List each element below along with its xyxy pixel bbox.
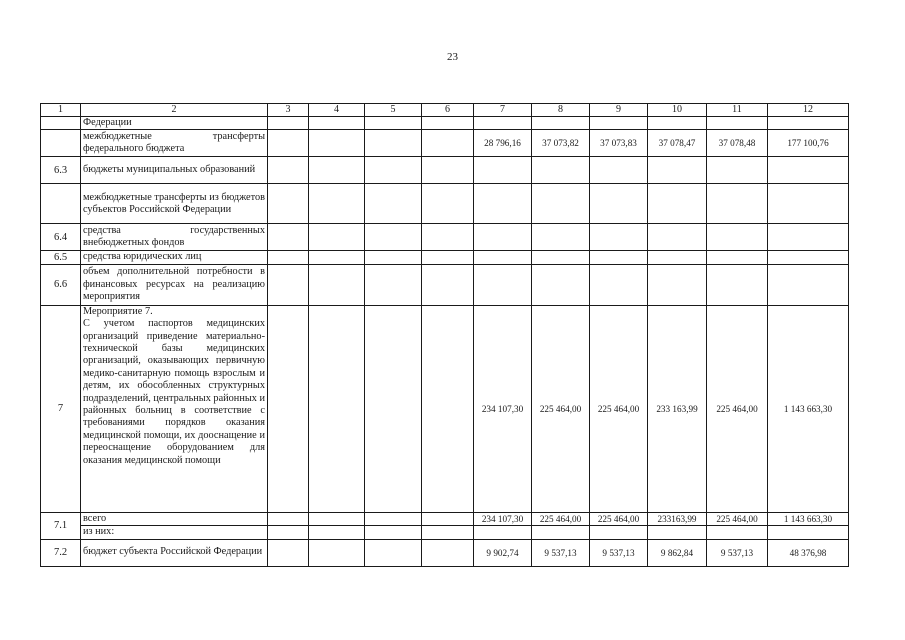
value-cell [474,117,532,130]
value-cell [268,251,309,264]
value-cell [590,526,648,539]
measure-description: С учетом паспортов медицинских организаций приведение материально-технической базы медицинских организаций, оказывающих первичную медико-санитарную помощь взрослым и детям, их обособленных структурных подразделений, центральных районных и районных больниц в соответствие с требованиями порядков оказания медицинской помощи, их дооснащение и переоснащение оборудованием для оказания медицинской помощи [83,318,265,466]
value-cell [474,526,532,539]
row-number: 6.6 [41,264,81,305]
value-cell [422,512,474,525]
value-cell [590,251,648,264]
value-cell [268,117,309,130]
value-cell [268,130,309,157]
row-name: межбюджетные трансферты федерального бюджета [81,130,268,157]
value-cell [268,224,309,251]
value-cell [309,251,365,264]
value-cell [422,117,474,130]
value-cell [474,251,532,264]
row-number: 7.2 [41,539,81,566]
value-cell: 233 163,99 [648,305,707,512]
value-cell [365,130,422,157]
value-cell [707,224,768,251]
header-cell-8: 8 [532,104,590,117]
value-cell [268,184,309,224]
value-cell [365,184,422,224]
value-cell [422,184,474,224]
table-row [41,157,849,184]
header-cell-6: 6 [422,104,474,117]
row-number [41,130,81,157]
value-cell [590,264,648,305]
value-cell: 225 464,00 [707,305,768,512]
value-cell [707,157,768,184]
value-cell [707,526,768,539]
value-cell [365,157,422,184]
value-cell: 225 464,00 [707,512,768,525]
header-cell-4: 4 [309,104,365,117]
value-cell [365,539,422,566]
value-cell [768,264,849,305]
table-row [41,539,849,566]
value-cell [365,264,422,305]
value-cell [648,224,707,251]
table-row [41,184,849,224]
value-cell [422,526,474,539]
value-cell [648,117,707,130]
value-cell: 37 078,47 [648,130,707,157]
value-cell [309,526,365,539]
value-cell [590,157,648,184]
value-cell: 225 464,00 [590,512,648,525]
value-cell [590,224,648,251]
row-number: 7 [41,305,81,512]
row-number: 6.3 [41,157,81,184]
value-cell [648,264,707,305]
value-cell [309,117,365,130]
value-cell [309,157,365,184]
value-cell [648,157,707,184]
value-cell [532,264,590,305]
value-cell [365,512,422,525]
value-cell [474,224,532,251]
value-cell [268,539,309,566]
value-cell [648,526,707,539]
value-cell [422,264,474,305]
value-cell [309,539,365,566]
value-cell: 9 537,13 [590,539,648,566]
value-cell [365,251,422,264]
value-cell [268,526,309,539]
table-row [41,526,849,539]
value-cell: 225 464,00 [532,305,590,512]
value-cell: 234 107,30 [474,512,532,525]
row-name: средства юридических лиц [81,251,268,264]
value-cell [309,305,365,512]
header-cell-2: 2 [81,104,268,117]
value-cell [268,157,309,184]
measure-title: Мероприятие 7. [83,305,153,317]
value-cell [707,184,768,224]
value-cell [268,305,309,512]
header-cell-10: 10 [648,104,707,117]
value-cell [309,130,365,157]
value-cell [707,264,768,305]
value-cell: 177 100,76 [768,130,849,157]
value-cell: 233163,99 [648,512,707,525]
value-cell: 234 107,30 [474,305,532,512]
table-row [41,224,849,251]
value-cell [532,526,590,539]
value-cell [268,264,309,305]
value-cell [365,526,422,539]
value-cell [707,251,768,264]
table-row [41,117,849,130]
value-cell [768,184,849,224]
value-cell [768,157,849,184]
header-cell-5: 5 [365,104,422,117]
header-cell-1: 1 [41,104,81,117]
value-cell: 225 464,00 [590,305,648,512]
value-cell: 1 143 663,30 [768,305,849,512]
table-row [41,130,849,157]
value-cell [365,224,422,251]
row-number [41,117,81,130]
value-cell [707,117,768,130]
value-cell [474,184,532,224]
value-cell [768,224,849,251]
value-cell: 37 078,48 [707,130,768,157]
value-cell [422,224,474,251]
header-cell-11: 11 [707,104,768,117]
row-name: межбюджетные трансферты из бюджетов субъектов Российской Федерации [81,184,268,224]
row-name: бюджет субъекта Российской Федерации [81,539,268,566]
table-row [41,251,849,264]
value-cell: 48 376,98 [768,539,849,566]
value-cell: 9 537,13 [532,539,590,566]
row-name: объем дополнительной потребности в финансовых ресурсах на реализацию мероприятия [81,264,268,305]
value-cell [422,539,474,566]
row-name: бюджеты муниципальных образований [81,157,268,184]
table-header-row [41,104,849,117]
row-name: средства государственных внебюджетных фондов [81,224,268,251]
value-cell [590,117,648,130]
value-cell [532,224,590,251]
value-cell: 37 073,83 [590,130,648,157]
row-name: из них: [81,526,268,539]
row-name: Федерации [81,117,268,130]
value-cell [309,512,365,525]
table-row [41,512,849,525]
value-cell [309,184,365,224]
value-cell [532,117,590,130]
value-cell [768,251,849,264]
value-cell [648,251,707,264]
value-cell [309,224,365,251]
row-name [81,305,268,512]
value-cell [422,130,474,157]
value-cell [532,251,590,264]
header-cell-7: 7 [474,104,532,117]
value-cell [268,512,309,525]
row-number: 6.5 [41,251,81,264]
value-cell [768,526,849,539]
value-cell [422,251,474,264]
row-number: 7.1 [41,512,81,539]
header-cell-12: 12 [768,104,849,117]
value-cell [532,157,590,184]
row-number: 6.4 [41,224,81,251]
value-cell [768,117,849,130]
row-name: всего [81,512,268,525]
value-cell [474,264,532,305]
value-cell: 1 143 663,30 [768,512,849,525]
value-cell: 9 862,84 [648,539,707,566]
value-cell [422,305,474,512]
value-cell [474,157,532,184]
value-cell: 9 902,74 [474,539,532,566]
budget-table [40,103,849,567]
value-cell [365,117,422,130]
value-cell [532,184,590,224]
header-cell-3: 3 [268,104,309,117]
value-cell: 225 464,00 [532,512,590,525]
value-cell [309,264,365,305]
page-number: 23 [447,51,458,63]
value-cell [590,184,648,224]
row-number [41,184,81,224]
table-row [41,264,849,305]
value-cell [422,157,474,184]
value-cell: 37 073,82 [532,130,590,157]
value-cell [365,305,422,512]
value-cell: 28 796,16 [474,130,532,157]
value-cell [648,184,707,224]
value-cell: 9 537,13 [707,539,768,566]
table-row [41,305,849,512]
header-cell-9: 9 [590,104,648,117]
